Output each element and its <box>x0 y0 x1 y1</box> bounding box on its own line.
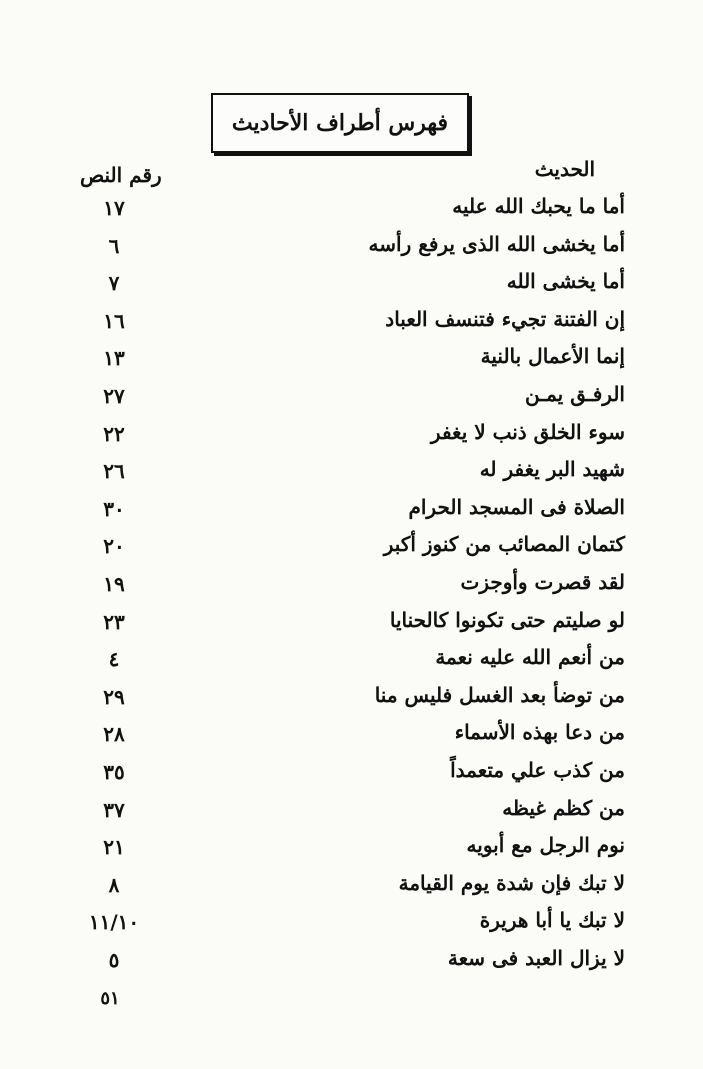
hadith-text: من دعا بهذه الأسماء <box>454 720 625 745</box>
index-title: فهرس أطراف الأحاديث <box>231 110 449 136</box>
list-item <box>0 754 703 792</box>
text-number: ٢٧ <box>103 383 125 408</box>
list-item <box>0 528 703 566</box>
list-item <box>0 416 703 454</box>
text-number: ٢١ <box>103 835 125 860</box>
text-number: ٢٠ <box>103 534 125 559</box>
hadith-text: سوء الخلق ذنب لا يغفر <box>430 419 625 444</box>
hadith-text: إنما الأعمال بالنية <box>480 344 625 369</box>
list-item <box>0 641 703 679</box>
hadith-text: نوم الرجل مع أبويه <box>466 833 625 858</box>
list-item <box>0 453 703 491</box>
list-item <box>0 867 703 905</box>
list-item <box>0 604 703 642</box>
text-number: ١١/١٠ <box>88 910 140 935</box>
list-item <box>0 265 703 303</box>
list-item <box>0 904 703 942</box>
text-number: ٣٧ <box>103 797 125 822</box>
text-number: ٤ <box>108 647 120 672</box>
hadith-text: من كذب علي متعمداً <box>450 757 625 782</box>
hadith-text: لا تبك فإن شدة يوم القيامة <box>398 870 625 895</box>
text-number: ٢٢ <box>103 421 125 446</box>
hadith-text: إن الفتنة تجيء فتنسف العباد <box>385 306 625 331</box>
list-item <box>0 340 703 378</box>
number-column-header: رقم النص <box>80 163 162 187</box>
list-item <box>0 228 703 266</box>
hadith-text: شهيد البر يغفر له <box>479 457 625 482</box>
hadith-text: كتمان المصائب من كنوز أكبر <box>383 532 625 557</box>
list-item <box>0 942 703 980</box>
text-number: ١٩ <box>103 571 125 596</box>
hadith-text: لا يزال العبد فى سعة <box>447 945 625 970</box>
hadith-text: من أنعم الله عليه نعمة <box>435 645 625 670</box>
text-number: ١٧ <box>103 196 125 220</box>
list-item <box>0 829 703 867</box>
list-item <box>0 303 703 341</box>
hadith-text: لقد قصرت وأوجزت <box>460 569 625 594</box>
hadith-text: من كظم غيظه <box>502 795 625 820</box>
hadith-text: أما ما يحبك الله عليه <box>452 194 625 218</box>
text-number: ٣٠ <box>103 496 125 521</box>
index-title-box <box>211 93 469 153</box>
text-number: ٨ <box>108 872 120 897</box>
table-header <box>0 155 703 195</box>
text-number: ٢٣ <box>103 609 125 634</box>
page-number: ٥١ <box>100 988 120 1009</box>
text-number: ٢٩ <box>103 684 125 709</box>
list-item <box>0 792 703 830</box>
text-number: ٣٥ <box>103 759 125 784</box>
hadith-text: من توضأ بعد الغسل فليس منا <box>374 682 625 707</box>
hadith-index-list <box>0 190 703 979</box>
hadith-text: لا تبك يا أبا هريرة <box>479 908 625 933</box>
list-item <box>0 679 703 717</box>
list-item <box>0 491 703 529</box>
text-number: ٢٨ <box>103 722 125 747</box>
hadith-text: لو صليتم حتى تكونوا كالحنايا <box>389 607 625 632</box>
hadith-column-header: الحديث <box>534 157 595 181</box>
text-number: ١٣ <box>103 346 125 371</box>
text-number: ١٦ <box>103 308 125 333</box>
hadith-text: أما يخشى الله الذى يرفع رأسه <box>368 231 625 256</box>
hadith-text: الرفـق يمـن <box>525 381 625 406</box>
list-item <box>0 716 703 754</box>
list-item <box>0 378 703 416</box>
hadith-text: الصلاة فى المسجد الحرام <box>408 494 625 519</box>
text-number: ٢٦ <box>103 459 125 484</box>
text-number: ٧ <box>108 271 120 296</box>
list-item <box>0 190 703 228</box>
text-number: ٥ <box>108 947 120 972</box>
hadith-text: أما يخشى الله <box>506 269 625 294</box>
text-number: ٦ <box>108 233 120 258</box>
list-item <box>0 566 703 604</box>
